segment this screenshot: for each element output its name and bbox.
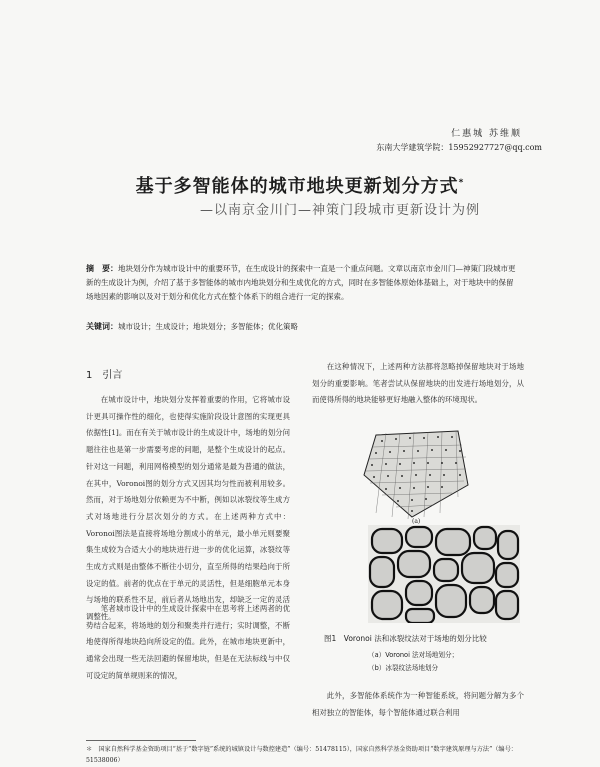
author-affiliation: 东南大学建筑学院：15952927727@qq.com: [376, 143, 542, 152]
body-column-left: [86, 392, 290, 626]
figure-caption: 图1 Voronoi 法和冰裂纹法对于场地的划分比较: [324, 634, 487, 643]
body-paragraph: 在城市设计中，地块划分发挥着重要的作用，它将城市设计更具可操作性的细化，也使得实施阶段设计意图的实现更具依据性[1]。而在有关于城市设计的生成设计中，场地的划分问题往往也是第一步需要考虑的问题，是整个生成设计的起点。针对这一问题，利用网格模型的划分通常是最为普通的做法，在其中，Voronoi图的划分方式又因其均匀性而被利用较多。然而，对于场地划分依赖更为不中断，例如以冰裂纹等生成方式对场地进行分层次划分的方式。在上述两种方式中：Voronoi图法是直接将场地分割成小的单元，最小单元则要聚集生成较为合适大小的地块进行进一步的优化运算，冰裂纹等生成方式则是由整体不断往小切分，直至所得的结果趋向于所设定的值。前者的优点在于单元的灵活性，但是细胞单元本身与场地的联系性不足，前后者从场地出发，却缺乏一定的灵活调整性。: [86, 395, 290, 622]
keywords: [86, 321, 520, 332]
section-number: 1: [86, 370, 93, 381]
footnote: ＊ 国家自然科学基金资助项目“基于“数字链”系统的城镇设计与数控建造”（编号：51478115），国家自然科学基金资助项目“数字建筑原理与方法”（编号：51538006）: [86, 746, 517, 764]
figure-subcaption-b: （b）冰裂纹法场地划分: [368, 664, 439, 672]
paper-subtitle: —以南京金川门—神策门段城市更新设计为例: [200, 203, 481, 218]
footnote-divider: [86, 740, 196, 741]
title-footnote-mark: *: [458, 178, 465, 188]
title-text: 基于多智能体的城市地块更新划分方式: [135, 176, 459, 197]
section-heading: [86, 366, 122, 381]
abstract-text: 地块划分作为城市设计中的重要环节，在生成设计的探索中一直是一个重点问题。文章以南京市金川门—神策门段城市更新的生成设计为例，介绍了基于多智能体的城市内地块划分和生成优化的方式，同时在多智能体原始体基础上，对于地块中的保留场地因素的影响以及对于划分和优化方式在整个体系下的组合进行一定的探索。: [86, 264, 516, 301]
voronoi-figure: [362, 427, 470, 519]
abstract-label: 摘 要：: [86, 264, 118, 273]
body-column-right-top: [312, 359, 524, 409]
body-column-left-continued: [86, 601, 290, 685]
keywords-text: 城市设计；生成设计；地块划分；多智能体；优化策略: [118, 322, 298, 331]
author-names: 仁惠城 苏维顺: [451, 129, 522, 139]
body-column-right-bottom: [312, 688, 524, 721]
figure-subcaption-a: （a）Voronoi 法对场地划分；: [368, 651, 459, 659]
section-title: 引言: [102, 370, 123, 381]
abstract: [86, 262, 520, 304]
body-paragraph: 此外，多智能体系统作为一种智能系统，将问题分解为多个相对独立的智能体，每个智能体通过联合利用: [312, 691, 524, 717]
keywords-label: 关键词：: [86, 322, 118, 331]
paper-title: [0, 172, 600, 198]
body-paragraph: 笔者城市设计中的生成设计探索中在思考将上述两者的优势结合起来，将场地的划分和聚类并行进行；实时调整，不断地使得所得地块趋向所设定的值。此外，在城市地块更新中，通常会出现一些无法回避的保留地块，但是在无法标线与中仅可设定的简单规则来的情况，: [86, 604, 290, 680]
figure-label-a: (a): [412, 518, 421, 525]
body-paragraph: 在这种情况下，上述两种方法都将忽略掉保留地块对于场地划分的重要影响。笔者尝试从保留地块的出发进行场地划分，从而使得所得的地块能够更好地融入整体的环境现状。: [312, 362, 524, 405]
ice-crack-figure: [368, 525, 520, 623]
